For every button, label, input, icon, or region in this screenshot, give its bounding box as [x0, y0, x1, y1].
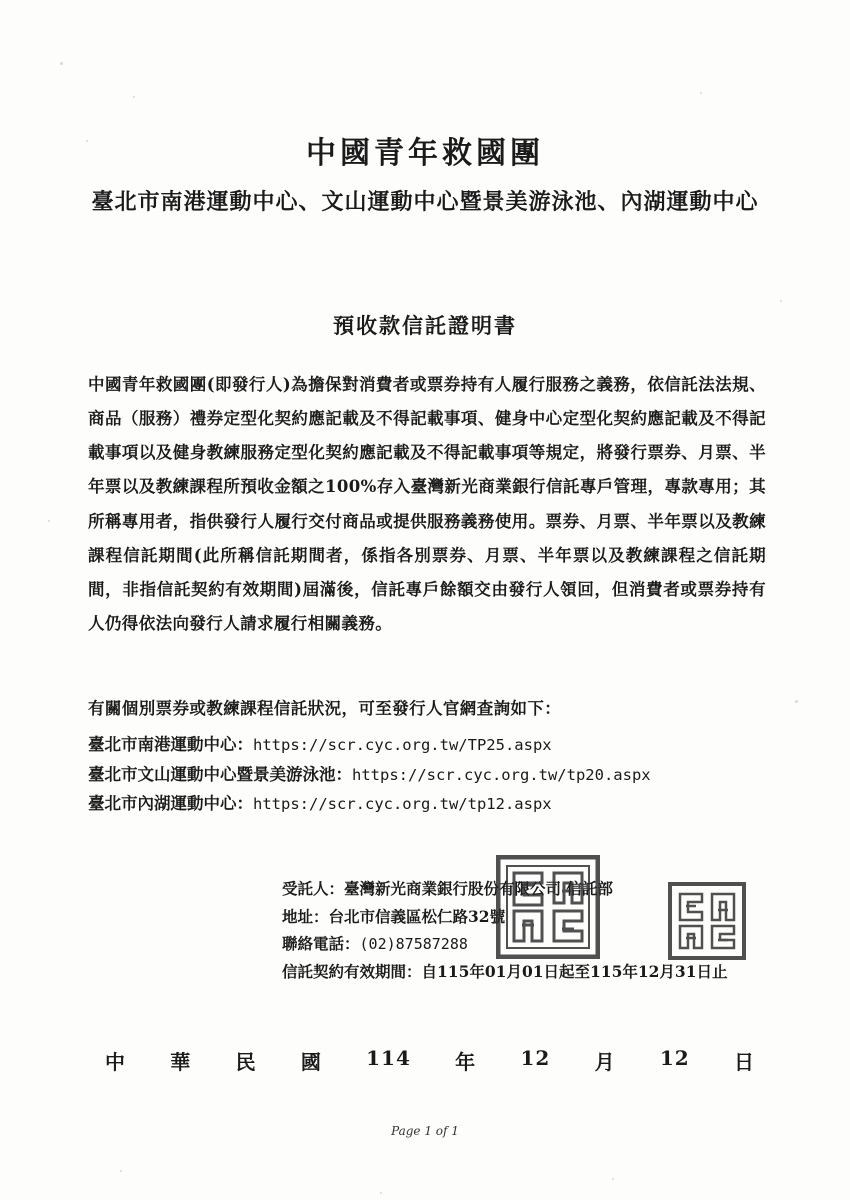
branch-subtitle: 臺北市南港運動中心、文山運動中心暨景美游泳池、內湖運動中心	[91, 189, 759, 215]
date-day-unit: 日	[733, 1050, 755, 1074]
link-label-wenshan: 臺北市文山運動中心暨景美游泳池：	[88, 764, 352, 784]
trustee-name-value: 臺灣新光商業銀行股份有限公司 信託部	[344, 879, 613, 898]
date-char-hua: 華	[170, 1050, 192, 1074]
scan-speckle	[120, 1170, 122, 1172]
query-lead-text: 有關個別票券或教練課程信託狀況，可至發行人官網查詢如下：	[88, 699, 562, 718]
scan-speckle	[60, 62, 63, 65]
scan-speckle	[133, 96, 135, 98]
date-year-unit: 年	[455, 1050, 477, 1074]
trustee-name-label: 受託人：	[282, 879, 345, 898]
link-label-nangang: 臺北市南港運動中心：	[88, 735, 253, 754]
certificate-title: 預收款信託證明書	[333, 313, 517, 338]
date-char-min: 民	[235, 1050, 257, 1074]
trustee-address-value: 台北市信義區松仁路32號	[328, 906, 506, 926]
trust-period-label: 信託契約有效期間：	[282, 961, 422, 981]
certificate-body-paragraph: 中國青年救國團(即發行人)為擔保對消費者或票券持有人履行服務之義務，依信託法法規、商品（服務）禮券定型化契約應記載及不得記載事項、健身中心定型化契約應記載及不得記載事項以及健身教練服務定型化契約應記載及不得記載事項等規定，將發行票券、月票、半年票以及教練課程所預收金額之100%存入臺灣新光商業銀行信託專戶管理，專款專用；其所稱專用者，指供發行人履行交付商品或提供服務義務使用。票券、月票、半年票以及教練課程信託期間(此所稱信託期間者，係指各別票券、月票、半年票以及教練課程之信託期間，非指信託契約有效期間)屆滿後，信託專戶餘額交由發行人領回，但消費者或票券持有人仍得依法向發行人請求履行相關義務。	[88, 375, 766, 633]
date-month-unit: 月	[594, 1050, 616, 1074]
trustee-phone-value: (02)87587288	[359, 935, 468, 954]
scan-speckle	[380, 1192, 382, 1194]
trustee-phone-label: 聯絡電話：	[282, 934, 360, 954]
scan-speckle	[795, 700, 798, 703]
list-item	[88, 760, 788, 790]
trustee-seal-icon	[668, 882, 746, 960]
date-month-value: 12	[520, 1046, 551, 1070]
website-link-list	[88, 730, 788, 819]
scan-speckle	[48, 520, 50, 522]
trustee-address-label: 地址：	[282, 906, 329, 926]
scan-speckle	[700, 92, 702, 94]
date-char-guo: 國	[300, 1050, 322, 1074]
issue-date-line	[105, 1046, 755, 1075]
link-label-neihu: 臺北市內湖運動中心：	[88, 794, 253, 814]
date-day-value: 12	[659, 1046, 690, 1070]
date-char-zhong: 中	[105, 1050, 126, 1074]
page-footer: Page 1 of 1	[391, 1124, 459, 1138]
scan-speckle	[612, 1178, 614, 1180]
list-item	[88, 789, 788, 819]
link-url-wenshan[interactable]: https://scr.cyc.org.tw/tp20.aspx	[352, 765, 651, 784]
date-year-value: 114	[366, 1046, 411, 1070]
scan-speckle	[780, 300, 782, 302]
company-seal-icon	[496, 855, 600, 959]
link-url-neihu[interactable]: https://scr.cyc.org.tw/tp12.aspx	[253, 795, 552, 814]
link-url-nangang[interactable]: https://scr.cyc.org.tw/TP25.aspx	[253, 736, 552, 754]
organization-title: 中國青年救國團	[306, 136, 544, 171]
list-item	[88, 730, 788, 760]
trust-period-row	[282, 958, 782, 986]
trust-period-value: 自115年01月01日起至115年12月31日止	[421, 961, 728, 981]
